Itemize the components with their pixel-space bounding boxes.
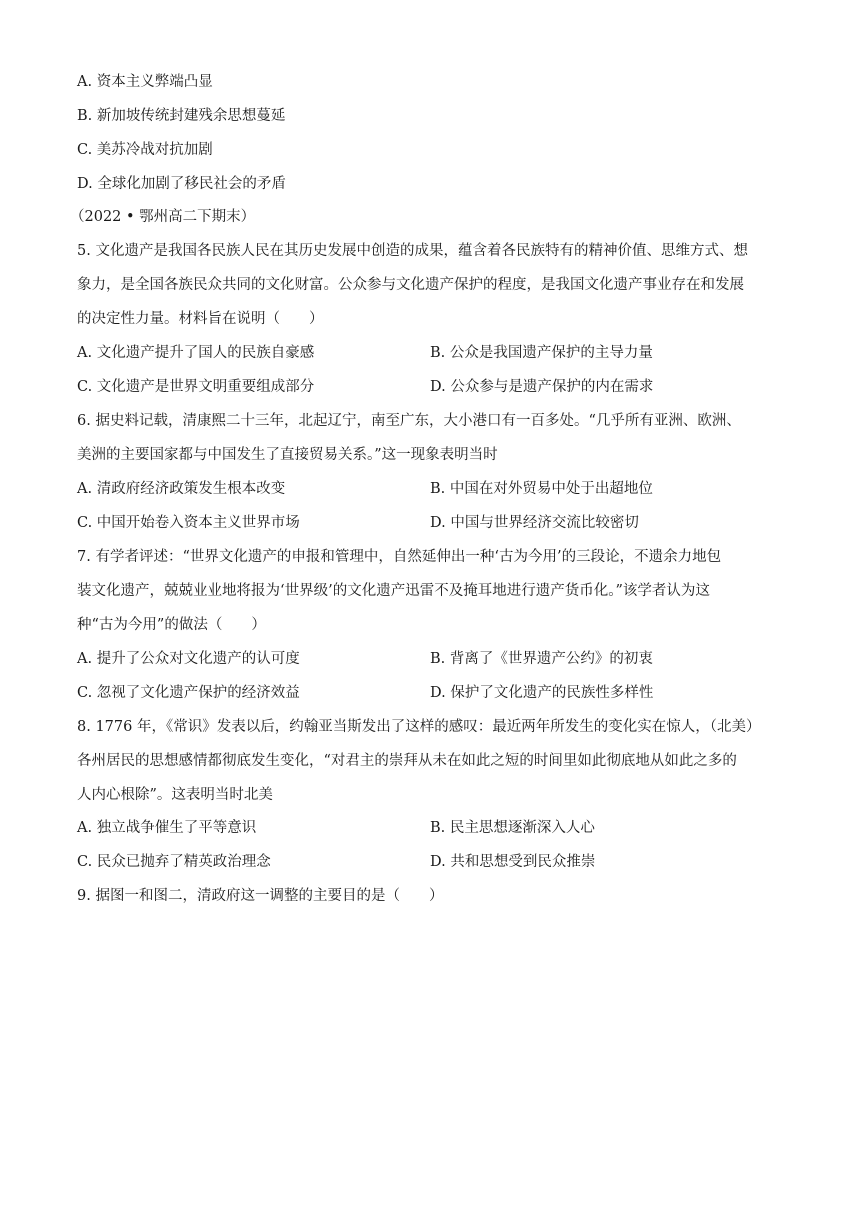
q5-option-c: C. 文化遗产是世界文明重要组成部分 [77, 379, 315, 395]
q9-stem-line-1: 9. 据图一和图二，清政府这一调整的主要目的是（ ） [77, 888, 444, 904]
q5-stem-line-3: 的决定性力量。材料旨在说明（ ） [77, 311, 324, 327]
q6-option-c: C. 中国开始卷入资本主义世界市场 [77, 515, 300, 531]
q5-option-a: A. 文化遗产提升了国人的民族自豪感 [77, 345, 315, 361]
q8-stem-line-3: 人内心根除”。这表明当时北美 [77, 787, 273, 803]
q6-option-a: A. 清政府经济政策发生根本改变 [77, 481, 286, 497]
q6-stem-line-1: 6. 据史料记载，清康熙二十三年，北起辽宁，南至广东，大小港口有一百多处。“几乎所有亚洲、欧洲、 [77, 413, 741, 429]
q8-option-b: B. 民主思想逐渐深入人心 [430, 820, 595, 836]
q5-option-d: D. 公众参与是遗产保护的内在需求 [430, 379, 654, 395]
source-tag: （2022 • 鄂州高二下期末） [70, 209, 256, 225]
q5-stem-line-1: 5. 文化遗产是我国各民族人民在其历史发展中创造的成果，蕴含着各民族特有的精神价值、思维方式、想 [77, 243, 748, 259]
q8-option-a: A. 独立战争催生了平等意识 [77, 820, 257, 836]
q4-option-a: A. 资本主义弊端凸显 [77, 74, 213, 90]
q8-option-c: C. 民众已抛弃了精英政治理念 [77, 854, 271, 870]
q7-option-c: C. 忽视了文化遗产保护的经济效益 [77, 685, 300, 701]
q7-stem-line-2: 装文化遗产，兢兢业业地将报为‘世界级’的文化遗产迅雷不及掩耳地进行遗产货币化。”该学者认为这 [77, 583, 710, 599]
q4-option-c: C. 美苏冷战对抗加剧 [77, 142, 213, 158]
q5-stem-line-2: 象力，是全国各族民众共同的文化财富。公众参与文化遗产保护的程度，是我国文化遗产事业存在和发展 [77, 277, 744, 293]
q7-stem-line-1: 7. 有学者评述：“世界文化遗产的申报和管理中，自然延伸出一种‘古为今用’的三段论，不遗余力地包 [77, 549, 722, 565]
q4-option-d: D. 全球化加剧了移民社会的矛盾 [77, 176, 286, 192]
q7-option-b: B. 背离了《世界遗产公约》的初衷 [430, 651, 653, 667]
q5-option-b: B. 公众是我国遗产保护的主导力量 [430, 345, 653, 361]
q6-option-b: B. 中国在对外贸易中处于出超地位 [430, 481, 653, 497]
q7-stem-line-3: 种“古为今用”的做法（ ） [77, 617, 266, 633]
q6-stem-line-2: 美洲的主要国家都与中国发生了直接贸易关系。”这一现象表明当时 [77, 447, 498, 463]
q8-stem-line-2: 各州居民的思想感情都彻底发生变化，“对君主的崇拜从未在如此之短的时间里如此彻底地从如此之多的 [77, 753, 737, 769]
q4-option-b: B. 新加坡传统封建残余思想蔓延 [77, 108, 286, 124]
q8-option-d: D. 共和思想受到民众推崇 [430, 854, 596, 870]
q7-option-d: D. 保护了文化遗产的民族性多样性 [430, 685, 654, 701]
q7-option-a: A. 提升了公众对文化遗产的认可度 [77, 651, 300, 667]
q8-stem-line-1: 8. 1776 年，《常识》发表以后，约翰亚当斯发出了这样的感叹：最近两年所发生的变化实在惊人，（北美） [77, 719, 761, 735]
q6-option-d: D. 中国与世界经济交流比较密切 [430, 515, 639, 531]
